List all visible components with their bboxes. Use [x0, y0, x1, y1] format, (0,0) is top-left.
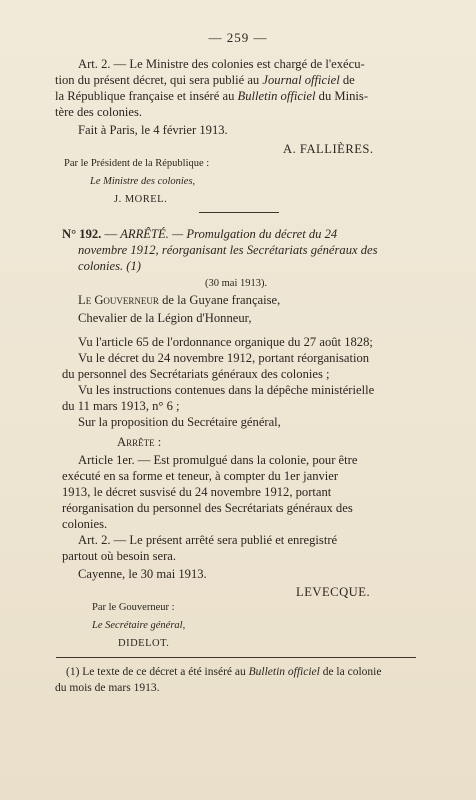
article1-line2: exécuté en sa forme et teneur, à compter du 1er janvier — [62, 469, 339, 483]
vu-line4: Vu les instructions contenues dans la dépêche ministérielle — [78, 383, 375, 397]
gouverneur-rest: de la Guyane française, — [158, 293, 281, 307]
arrete-label: Arrête : — [117, 435, 162, 449]
arrete-header-line3: colonies. (1) — [78, 259, 141, 273]
arrete-header-line1 — [62, 226, 337, 242]
footnote-rule — [56, 657, 416, 658]
arrete-dash: — — [101, 227, 121, 241]
signature-morel: J. MOREL. — [114, 194, 168, 205]
vu-line5: du 11 mars 1913, n° 6 ; — [62, 399, 180, 413]
chevalier-line: Chevalier de la Légion d'Honneur, — [78, 311, 252, 325]
article1-line4: réorganisation du personnel des Secrétariats généraux des — [62, 501, 353, 515]
gouverneur-lead: Le Gouverneur — [78, 293, 159, 307]
par-le-president: Par le Président de la République : — [64, 158, 210, 169]
prev-article2-line3-text: la République française et inséré au — [55, 89, 238, 103]
article1-line3: 1913, le décret susvisé du 24 novembre 1912, portant — [62, 485, 332, 499]
fait-a-paris: Fait à Paris, le 4 février 1913. — [78, 123, 228, 137]
vu-line3: du personnel des Secrétariats généraux des colonies ; — [62, 367, 330, 381]
par-le-gouverneur: Par le Gouverneur : — [92, 602, 175, 613]
article1-line5: colonies. — [62, 517, 108, 531]
vu-line1: Vu l'article 65 de l'ordonnance organique du 27 août 1828; — [78, 335, 373, 349]
prev-article2-line3-end: du Minis- — [315, 89, 369, 103]
prev-article2-line2-text: tion du présent décret, qui sera publié au — [55, 73, 263, 87]
prev-article2-line1: Art. 2. — Le Ministre des colonies est chargé de l'exécu- — [78, 57, 365, 71]
vu-line2: Vu le décret du 24 novembre 1912, portant réorganisation — [78, 351, 370, 365]
footnote-line1 — [66, 664, 381, 680]
signature-didelot: DIDELOT. — [118, 638, 170, 649]
prev-article2-line2-end: de — [339, 73, 355, 87]
prev-article2-line3 — [55, 88, 368, 104]
prev-article2-line2 — [55, 72, 355, 88]
page-number: — 259 — — [208, 30, 268, 45]
cayenne-date: Cayenne, le 30 mai 1913. — [78, 567, 207, 581]
article2-line1: Art. 2. — Le présent arrêté sera publié et enregistré — [78, 533, 338, 547]
journal-officiel: Journal officiel — [262, 73, 340, 87]
footnote-bulletin: Bulletin officiel — [248, 666, 320, 678]
gouverneur-line — [78, 292, 280, 308]
separator-rule — [199, 212, 279, 213]
le-secretaire: Le Secrétaire général, — [92, 620, 186, 631]
arrete-title: ARRÊTÉ. — [120, 227, 169, 241]
arrete-number: N° 192. — [62, 227, 102, 241]
footnote-text-end: de la colonie — [319, 666, 382, 678]
footnote-line2: du mois de mars 1913. — [55, 682, 160, 694]
footnote-text: (1) Le texte de ce décret a été inséré au — [66, 666, 249, 678]
signature-fallieres: A. FALLIÈRES. — [283, 142, 374, 156]
article1-line1: Article 1er. — Est promulgué dans la colonie, pour être — [78, 453, 358, 467]
bulletin-officiel: Bulletin officiel — [237, 89, 316, 103]
le-ministre: Le Ministre des colonies, — [90, 176, 196, 187]
vu-line6: Sur la proposition du Secrétaire général, — [78, 415, 281, 429]
signature-levecque: LEVECQUE. — [296, 585, 371, 599]
arrete-date: (30 mai 1913). — [205, 278, 268, 289]
arrete-header-line2: novembre 1912, réorganisant les Secrétariats généraux des — [78, 243, 378, 257]
arrete-subject: — Promulgation du décret du 24 — [168, 227, 338, 241]
article2-line2: partout où besoin sera. — [62, 549, 177, 563]
prev-article2-line4: tère des colonies. — [55, 105, 143, 119]
